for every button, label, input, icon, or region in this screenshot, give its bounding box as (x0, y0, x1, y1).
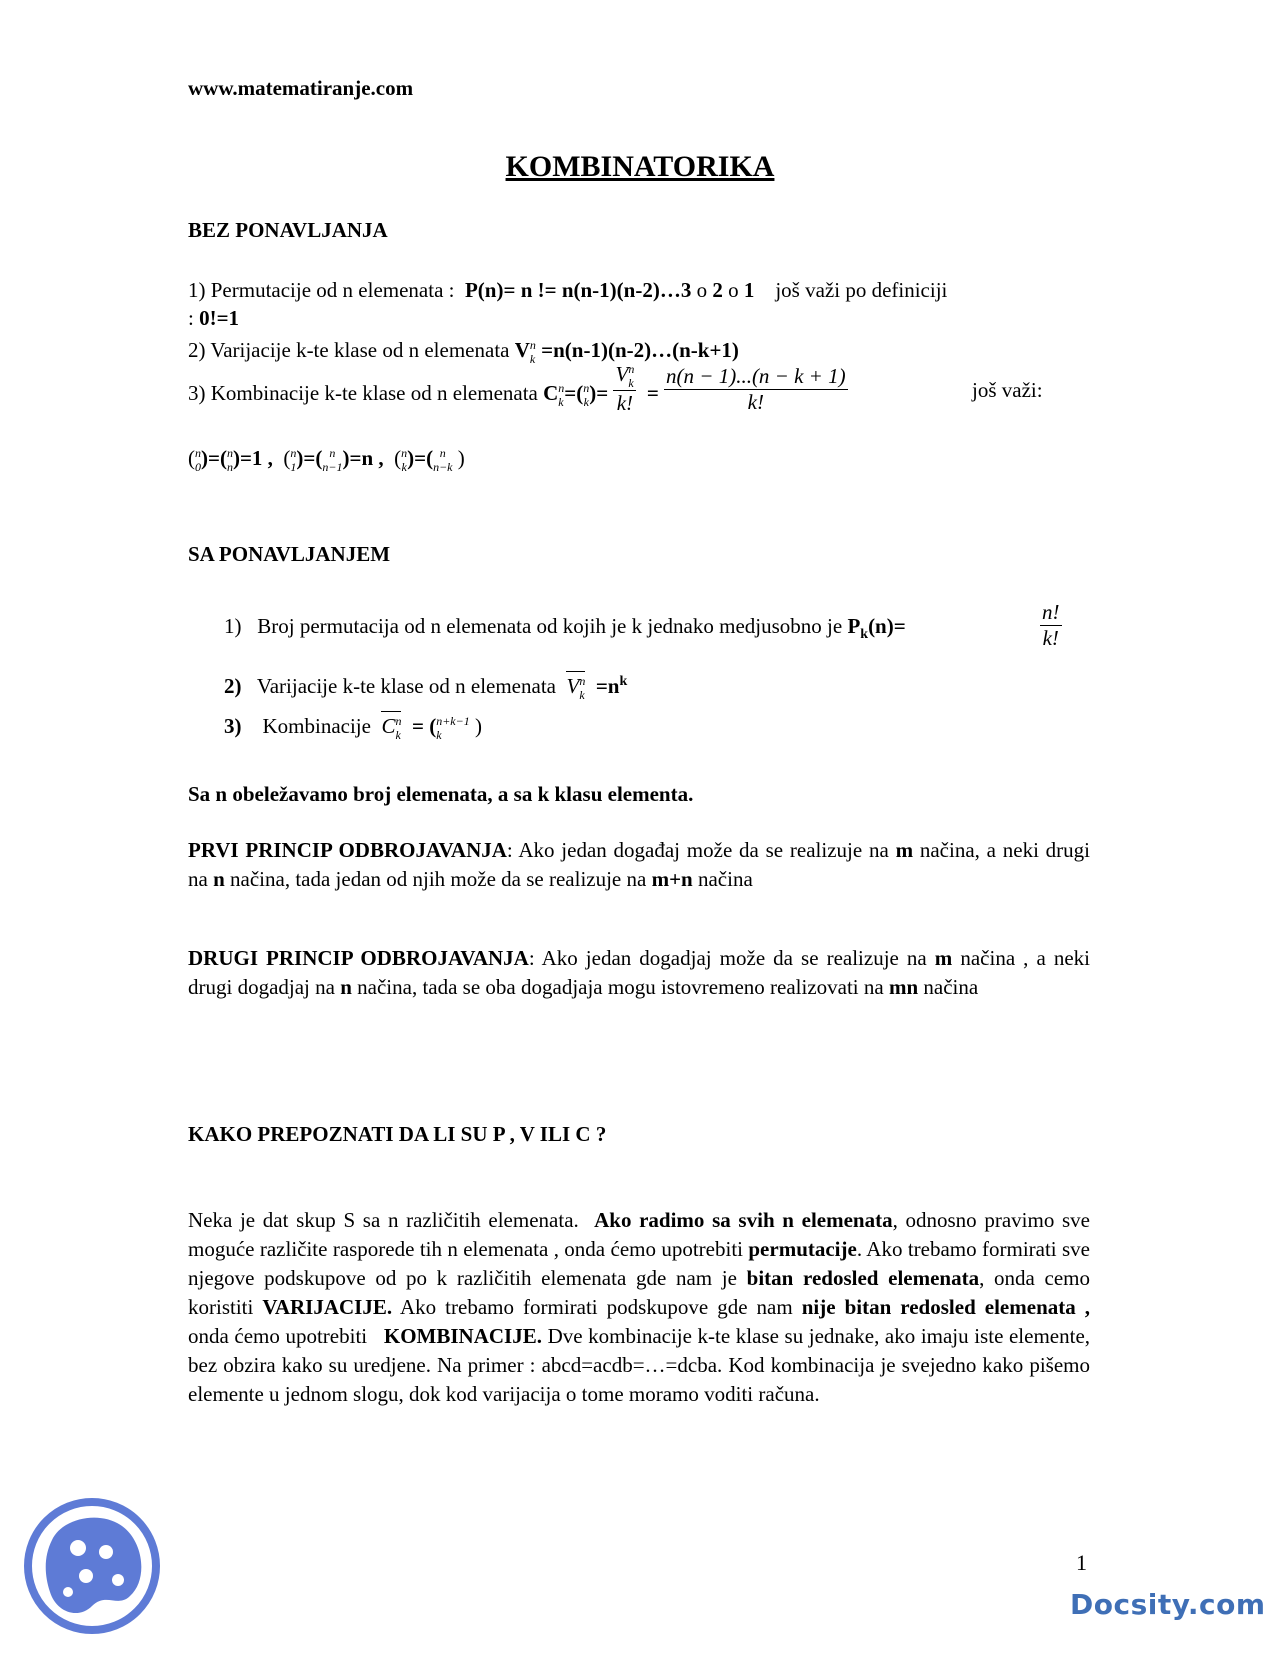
prop-binom-nn (227, 446, 233, 474)
kako-s6: onda ćemo upotrebiti (188, 1324, 368, 1348)
frac1-num-indices (628, 362, 634, 390)
sup-n: n (558, 381, 565, 396)
prop-stack-n0 (195, 446, 201, 474)
logo-dot-2 (99, 1545, 113, 1559)
bez-item2-sup: n (529, 338, 536, 353)
page-number: 1 (1076, 1550, 1087, 1575)
prop-nn1-top: n (329, 446, 336, 461)
drugi-t3: načina, tada se oba dogadjaja mogu istovremeno realizovati na (357, 975, 884, 999)
kako-b4: VARIJACIJE. (262, 1295, 393, 1319)
prop-binom-n0: (n 0 (188, 446, 201, 475)
prop-nk-bot: k (401, 460, 407, 475)
sa-item1-Psub: k (860, 627, 869, 643)
prop-n1-bot: 1 (290, 460, 297, 475)
prop-n0-bot: 0 (195, 460, 201, 475)
sa-item2-exp: k (619, 674, 628, 689)
logo-dot-5 (63, 1587, 73, 1597)
bez-item-1-cont (188, 304, 239, 332)
sa-item3-indices (395, 714, 401, 742)
sa-frac-den: k! (1042, 626, 1059, 650)
frac1-num-V: V (615, 362, 629, 386)
sa-item1-num: 1) (224, 614, 242, 638)
prop-nnk-bot: n−k (433, 460, 453, 475)
kako-s1: Neka je dat skup S sa n različitih elemenata. (188, 1208, 579, 1232)
kako-s7: Dve kombinacije k-te klase su jednake, ako imaju iste elemente, bez obzira kako su uredjene. Na primer : abcd=acdb=…=dcba. Kod kombinacija je svejedno kako pišemo elemente u jednom slogu, dok kod varijacija o tome moramo voditi računa. (188, 1324, 1091, 1406)
binom-bottom: k (583, 395, 589, 410)
sa-item3-text: Kombinacije (262, 714, 371, 738)
bez-item3-text: 3) Kombinacije k-te klase od n elemenata (188, 380, 538, 405)
bez-item2-sub: k (529, 352, 536, 367)
frac2-num: n(n − 1)...(n − k + 1) (666, 363, 846, 388)
prop-stack-n1 (290, 446, 296, 474)
sa-frac (1040, 600, 1062, 651)
bez-item1-one: 1 (743, 278, 755, 302)
kako-b5: nije bitan redosled elemenata , (801, 1295, 1091, 1319)
prvi-princip-paragraph (188, 836, 1090, 894)
prop-n1-top: n (290, 446, 297, 461)
page-title: KOMBINATORIKA (505, 150, 775, 183)
kako-b3: bitan redosled elemenata (746, 1266, 980, 1290)
prop-val2: )=n , (342, 446, 384, 470)
kako-s3: . Ako trebamo formirati sve njegove podskupove od po k različitih elemenata gde nam je (188, 1237, 1091, 1290)
header-url[interactable]: www.matematiranje.com (188, 76, 414, 100)
prop-stack-nk (401, 446, 407, 474)
sa-item2-eq: =n (595, 674, 620, 698)
drugi-n: n (340, 975, 352, 999)
kako-s2: , odnosno pravimo sve moguće različite rasporede tih n elemenata , onda ćemo upotrebiti (188, 1208, 1090, 1261)
bez-item2-formula: =n(n-1)(n-2)…(n-k+1) (541, 338, 739, 362)
sa-item1-Parg: (n)= (868, 614, 906, 638)
sa-item2-Vbar (566, 671, 586, 703)
bez-item3-frac1 (613, 362, 636, 416)
bez-item3-frac2 (664, 364, 848, 415)
prvi-t4: načina (697, 867, 753, 891)
sa-frac-num: n! (1042, 600, 1060, 624)
prvi-t3: načina, tada jedan od njih može da se realizuje na (230, 867, 647, 891)
logo-dot-3 (79, 1569, 93, 1583)
notation-line: Sa n obeležavamo broj elemenata, a sa k klasu elementa. (188, 782, 694, 806)
section-heading-bez: BEZ PONAVLJANJA (188, 218, 388, 242)
sa-item2-sub: k (579, 688, 585, 703)
docsity-brand-text[interactable]: Docsity.com (1070, 1588, 1266, 1621)
drugi-m: m (934, 946, 953, 970)
sa-item2-indices (579, 674, 585, 702)
bez-item1-tail: još važi po definiciji (775, 278, 948, 302)
sa-item2-V: V (566, 674, 580, 698)
drugi-label: DRUGI PRINCIP ODBROJAVANJA (188, 946, 529, 970)
drugi-t4: načina (923, 975, 979, 999)
bez-properties: (n 0)=(n n)=1 , (n 1)=( n n−1)=n , (n k)=( n n−k ) (188, 446, 465, 475)
frac1-num (613, 362, 636, 391)
sa-item-2 (224, 668, 627, 702)
sa-item3-num: 3) (224, 714, 242, 738)
kako-b1: Ako radimo sa svih n elemenata (594, 1208, 893, 1232)
sub-k: k (558, 395, 564, 410)
bez-item1-cont-bold: 0!=1 (199, 306, 240, 330)
bez-item1-two: 2 (712, 278, 723, 302)
prop-nn-top: n (226, 446, 233, 461)
sa-item3-binom (436, 714, 470, 742)
prop-n0-top: n (195, 446, 201, 461)
sa-item3-close: ) (474, 714, 482, 738)
bez-item3-eq2: )= (589, 380, 609, 405)
prop-eq3: )=( (407, 446, 434, 470)
drugi-t1: : Ako jedan dogadjaj može da se realizuje na (528, 946, 927, 970)
binom-top: n (583, 381, 590, 396)
sa-item3-C: C (381, 714, 396, 738)
bez-item-1 (188, 276, 947, 304)
bez-item1-formula: P(n)= n != n(n-1)(n-2)…3 (464, 278, 692, 302)
bez-item3-C: C (543, 380, 559, 405)
bez-item2-indices (530, 338, 536, 366)
prop-nn-bot: n (226, 460, 233, 475)
section-heading-sa: SA PONAVLJANJEM (188, 542, 391, 566)
sa-item3-Cbar (381, 711, 402, 743)
kako-b6: KOMBINACIJE. (383, 1324, 542, 1348)
docsity-logo-icon[interactable] (22, 1496, 162, 1636)
prop-nk-top: n (401, 446, 408, 461)
sa-item1-text: Broj permutacija od n elemenata od kojih je k jednako medjusobno je (257, 614, 843, 638)
prop-stack-nn1 (322, 446, 342, 474)
prop-stack-nn (227, 446, 233, 474)
prvi-mn: m+n (651, 867, 693, 891)
kako-paragraph (188, 1206, 1090, 1409)
drugi-t2: načina , a neki drugi dogadjaj na (188, 946, 1091, 999)
frac1-sub: k (628, 376, 634, 391)
prvi-m: m (895, 838, 914, 862)
section-heading-kako: KAKO PREPOZNATI DA LI SU P , V ILI C ? (188, 1122, 607, 1146)
bez-item2-V: V (514, 338, 530, 362)
sa-item2-text: Varijacije k-te klase od n elemenata (256, 674, 556, 698)
sa-item2-sup: n (579, 674, 586, 689)
bez-item3-eq3: = (646, 380, 659, 405)
drugi-mn: mn (888, 975, 919, 999)
logo-dot-1 (70, 1540, 86, 1556)
prop-eq2: )=( (296, 446, 323, 470)
sa-item-3 (224, 712, 482, 742)
prop-binom-n1 (290, 446, 296, 474)
sa-item1-frac (1040, 600, 1062, 651)
sa-item1-P: P (847, 614, 861, 638)
kako-b2: permutacije (748, 1237, 857, 1261)
prop-binom-nk (401, 446, 407, 474)
sa-item3-sup: n (395, 714, 402, 729)
bez-item1-o1: o (696, 278, 708, 302)
frac2-den: k! (747, 389, 764, 414)
bez-item-2 (188, 336, 739, 366)
sa-item3-sub: k (395, 728, 401, 743)
frac1-sup: n (628, 362, 635, 377)
bez-item3-eq1: =( (564, 380, 584, 405)
sa-item-1 (224, 612, 906, 649)
prop-close: ) (457, 446, 465, 470)
sa-item3-top: n+k−1 (436, 714, 470, 729)
prvi-n: n (213, 867, 225, 891)
prop-nn1-bot: n−1 (322, 460, 343, 475)
bez-item1-cont-colon: : (188, 306, 194, 330)
prop-eq1: )=( (201, 446, 227, 470)
sa-item3-eq: = ( (411, 714, 437, 738)
docsity-logo-svg (22, 1496, 162, 1636)
bez-item1-text: 1) Permutacije od n elemenata : (188, 278, 455, 302)
prop-binom-nnk (433, 446, 452, 474)
drugi-princip-paragraph (188, 944, 1090, 1002)
prop-stack-nnk (433, 446, 452, 474)
prop-nnk-top: n (439, 446, 446, 461)
kako-s4: , onda cemo koristiti (188, 1266, 1091, 1319)
prop-binom-nn1 (322, 446, 342, 474)
prop-val1: )=1 , (232, 446, 273, 470)
frac1-den: k! (616, 391, 634, 416)
logo-dot-4 (112, 1574, 124, 1586)
bez-item3-tail: još važi: (972, 378, 1043, 402)
prvi-t1: : Ako jedan događaj može da se realizuje na (506, 838, 889, 862)
kako-s5: Ako trebamo formirati podskupove gde nam (399, 1295, 793, 1319)
bez-item2-text: 2) Varijacije k-te klase od n elemenata (188, 338, 510, 362)
prvi-label: PRVI PRINCIP ODBROJAVANJA (188, 838, 507, 862)
bez-item1-o2: o (728, 278, 739, 302)
sa-item2-num: 2) (224, 674, 242, 698)
prvi-t2: načina, a neki drugi na (188, 838, 1091, 891)
bez-item-3 (188, 362, 848, 416)
sa-item3-bottom: k (436, 728, 442, 743)
